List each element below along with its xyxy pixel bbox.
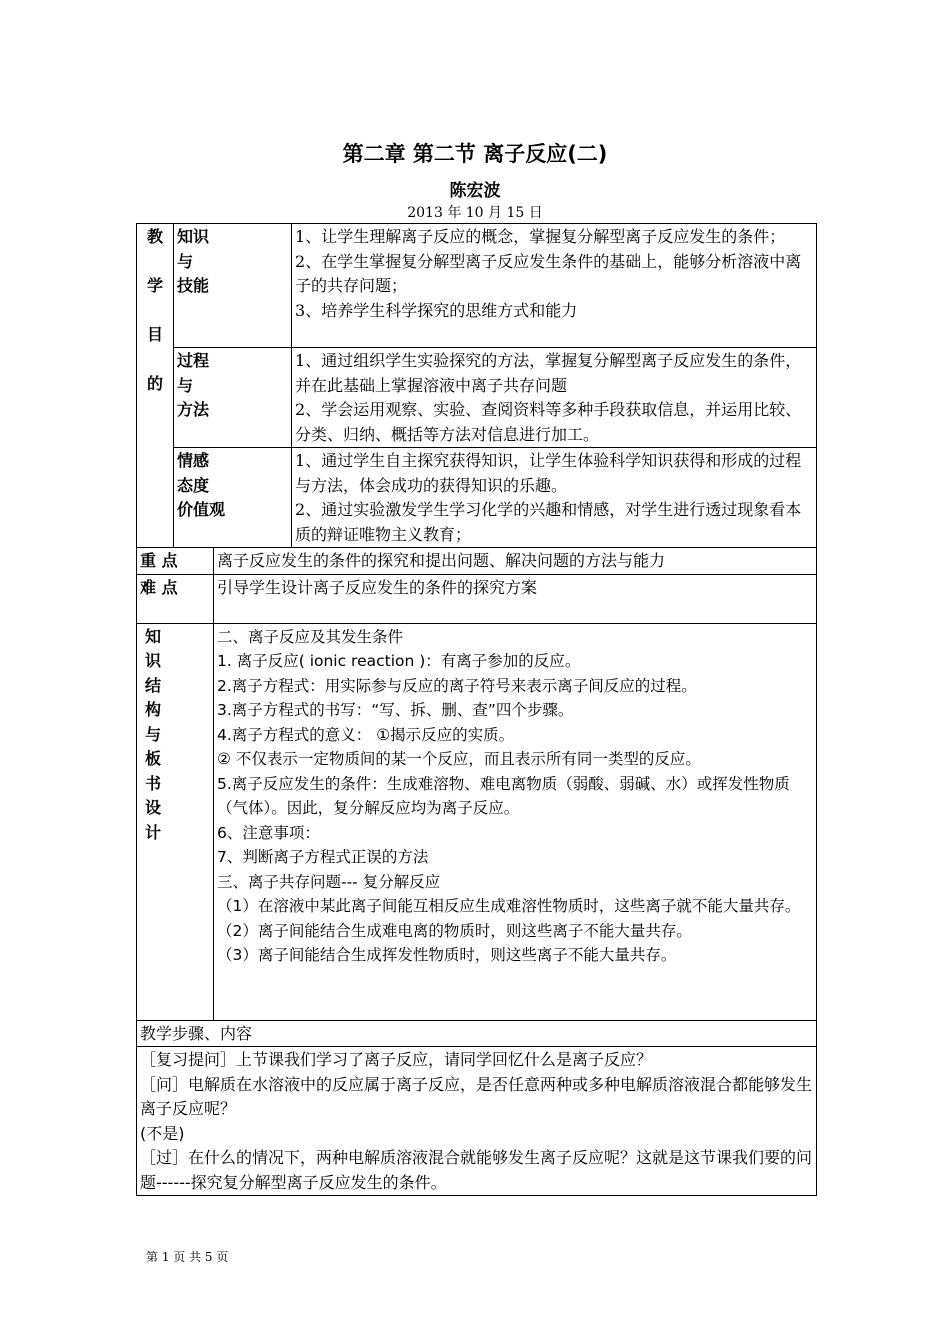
- steps-line: ［过］在什么的情况下，两种电解质溶液混合就能够发生离子反应呢？这就是这节课我们要的问题------探究复分解型离子反应发生的条件。: [140, 1148, 813, 1192]
- structure-label-char: 识: [145, 651, 162, 670]
- process-line: 1、通过组织学生实验探究的方法，掌握复分解型离子反应发生的条件，并在此基础上掌握溶液中离子共存问题: [295, 351, 802, 395]
- knowledge-content: [292, 224, 817, 348]
- document-title: 第二章 第二节 离子反应(二): [342, 142, 608, 166]
- attitude-label-line: 态度: [177, 475, 210, 495]
- structure-line: 二、离子反应及其发生条件: [217, 627, 404, 646]
- attitude-label-line: 价值观: [177, 500, 226, 519]
- structure-label-char: 与: [145, 724, 162, 744]
- key-point-label: 重 点: [137, 548, 214, 575]
- knowledge-line: 2、在学生掌握复分解型离子反应发生条件的基础上，能够分析溶液中离子的共存问题；: [295, 251, 802, 295]
- objectives-label: [137, 224, 174, 548]
- objective-row-attitude: [137, 448, 817, 548]
- process-label: [174, 348, 292, 448]
- structure-line: 4.离子方程式的意义： ①揭示反应的实质。: [217, 725, 515, 744]
- page-footer: 第 1 页 共 5 页: [146, 1250, 229, 1264]
- difficulty-row: [137, 574, 817, 623]
- author-name: 陈宏波: [449, 181, 501, 201]
- key-point-row: [137, 548, 817, 575]
- structure-line: 6、注意事项：: [217, 823, 320, 842]
- attitude-line: 2、通过实验激发学生学习化学的兴趣和情感，对学生进行透过现象看本质的辩证唯物主义教育；: [295, 500, 802, 544]
- steps-line: ［问］电解质在水溶液中的反应属于离子反应，是否任意两种或多种电解质溶液混合都能够发生离子反应呢？: [140, 1074, 813, 1118]
- attitude-line: 1、通过学生自主探究获得知识，让学生体验科学知识获得和形成的过程与方法，体会成功的获得知识的乐趣。: [295, 451, 802, 495]
- steps-content: [137, 1047, 817, 1196]
- process-label-line: 与: [177, 375, 194, 395]
- objectives-label-char: 教: [146, 227, 163, 246]
- steps-line: (不是): [140, 1123, 185, 1143]
- objective-row-process: [137, 348, 817, 448]
- process-label-line: 过程: [177, 351, 210, 370]
- structure-line: 三、离子共存问题--- 复分解反应: [217, 872, 441, 891]
- structure-label-char: 计: [145, 822, 162, 842]
- objectives-label-char: 的: [146, 374, 163, 393]
- structure-line: 5.离子反应发生的条件：生成难溶物、难电离物质（弱酸、弱碱、水）或挥发性物质（气体）。因此，复分解反应均为离子反应。: [217, 774, 790, 817]
- structure-line: 1. 离子反应( ionic reaction )：有离子参加的反应。: [217, 652, 581, 670]
- objectives-label-char: 目: [146, 325, 163, 344]
- structure-line: ② 不仅表示一定物质间的某一个反应，而且表示所有同一类型的反应。: [217, 750, 701, 768]
- structure-line: 3.离子方程式的书写：“写、拆、删、查”四个步骤。: [217, 701, 574, 719]
- structure-label-char: 构: [145, 700, 162, 719]
- steps-line: ［复习提问］上节课我们学习了离子反应，请同学回忆什么是离子反应？: [140, 1050, 653, 1069]
- steps-header-row: [137, 1020, 817, 1047]
- objective-row-knowledge: [137, 224, 817, 348]
- attitude-content: [292, 448, 817, 548]
- structure-line: 7、判断离子方程式正误的方法: [217, 848, 429, 866]
- knowledge-label-line: 知识: [177, 227, 210, 246]
- structure-line: （3）离子间能结合生成挥发性物质时，则这些离子不能大量共存。: [217, 946, 677, 964]
- structure-label: [137, 623, 214, 1020]
- structure-label-char: 书: [145, 773, 162, 793]
- knowledge-label-line: 与: [177, 251, 194, 271]
- objectives-label-char: 学: [146, 276, 163, 295]
- structure-label-char: 知: [145, 626, 162, 646]
- knowledge-line: 3、培养学生科学探究的思维方式和能力: [295, 300, 578, 320]
- knowledge-label-line: 技能: [177, 276, 210, 295]
- structure-label-char: 结: [145, 675, 162, 695]
- structure-label-char: 设: [145, 798, 162, 817]
- key-point-text: 离子反应发生的条件的探究和提出问题、解决问题的方法与能力: [214, 548, 817, 575]
- structure-line: 2.离子方程式：用实际参与反应的离子符号来表示离子间反应的过程。: [217, 676, 697, 695]
- steps-content-row: [137, 1047, 817, 1196]
- structure-line: （2）离子间能结合生成难电离的物质时，则这些离子不能大量共存。: [217, 921, 692, 940]
- knowledge-line: 1、让学生理解离子反应的概念，掌握复分解型离子反应发生的条件；: [295, 227, 786, 246]
- lesson-plan-table: [136, 223, 817, 1196]
- difficulty-label: 难 点: [137, 574, 214, 623]
- knowledge-label: [174, 224, 292, 348]
- structure-row: [137, 623, 817, 1020]
- structure-label-char: 板: [145, 749, 162, 768]
- process-line: 2、学会运用观察、实验、查阅资料等多种手段获取信息，并运用比较、分类、归纳、概括等方法对信息进行加工。: [295, 400, 802, 444]
- process-label-line: 方法: [177, 400, 210, 419]
- structure-content: [214, 623, 817, 1020]
- attitude-label: [174, 448, 292, 548]
- structure-line: （1）在溶液中某此离子间能互相反应生成难溶性物质时，这些离子就不能大量共存。: [217, 897, 801, 915]
- document-date: 2013 年 10 月 15 日: [407, 205, 543, 221]
- process-content: [292, 348, 817, 448]
- difficulty-text: 引导学生设计离子反应发生的条件的探究方案: [214, 574, 817, 623]
- steps-label: 教学步骤、内容: [137, 1020, 817, 1047]
- attitude-label-line: 情感: [177, 451, 210, 470]
